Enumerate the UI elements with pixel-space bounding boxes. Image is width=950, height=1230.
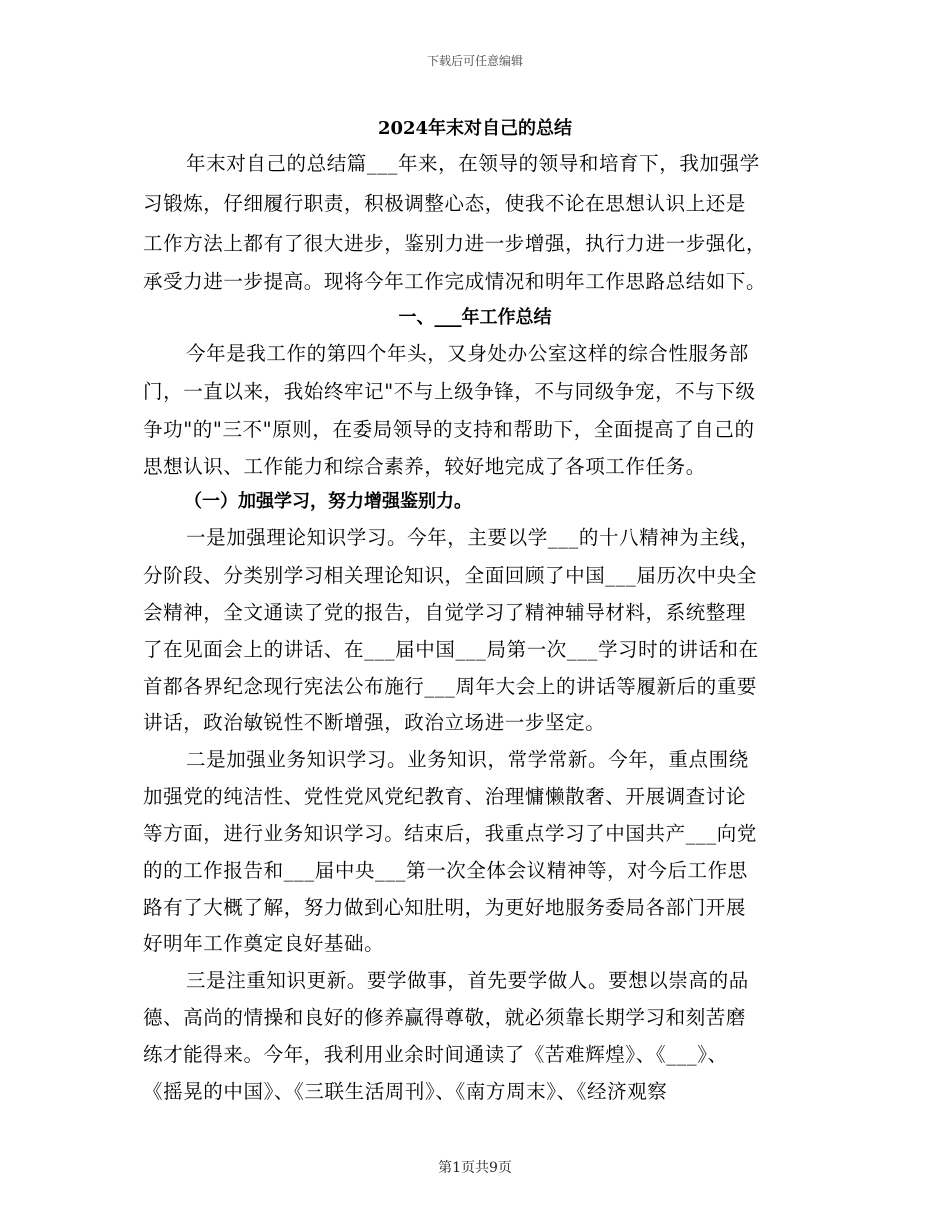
body-line: 的的工作报告和___届中央___第一次全体会议精神等，对今后工作思 xyxy=(143,859,748,882)
body-line: 加强党的纯洁性、党性党风党纪教育、治理慵懒散奢、开展调查讨论 xyxy=(143,785,747,808)
page-footer: 第1页共9页 xyxy=(438,1160,512,1176)
body-line: 三是注重知识更新。要学做事，首先要学做人。要想以崇高的品 xyxy=(186,969,749,992)
body-line: 争功"的"三不"原则，在委局领导的支持和帮助下，全面提高了自己的 xyxy=(143,418,755,441)
intro-line: 年末对自己的总结篇___年来，在领导的领导和培育下，我加强学 xyxy=(186,152,760,175)
body-line: 等方面，进行业务知识学习。结束后，我重点学习了中国共产___向党 xyxy=(143,822,757,845)
subsection-title: （一）加强学习，努力增强鉴别力。 xyxy=(184,491,472,512)
body-line: 练才能得来。今年，我利用业余时间通读了《苦难辉煌》、《___》、 xyxy=(143,1043,728,1066)
body-line: 路有了大概了解，努力做到心知肚明，为更好地服务委局各部门开展 xyxy=(143,896,747,919)
body-line: 首都各界纪念现行宪法公布施行___周年大会上的讲话等履新后的重要 xyxy=(143,675,757,698)
body-line: 一是加强理论知识学习。今年，主要以学___的十八精神为主线， xyxy=(186,526,760,549)
body-line: 讲话，政治敏锐性不断增强，政治立场进一步坚定。 xyxy=(143,711,606,734)
body-line: 好明年工作奠定良好基础。 xyxy=(143,932,385,955)
page-header: 下载后可任意编辑 xyxy=(426,54,523,68)
body-line: 《摇晃的中国》、《三联生活周刊》、《南方周末》、《经济观察 xyxy=(143,1080,668,1103)
body-line: 门，一直以来，我始终牢记"不与上级争锋，不与同级争宠，不与下级 xyxy=(143,380,756,403)
intro-line: 工作方法上都有了很大进步，鉴别力进一步增强，执行力进一步强化， xyxy=(143,232,767,255)
section-title: 一、___年工作总结 xyxy=(398,307,552,328)
body-line: 了在见面会上的讲话、在___届中国___局第一次___学习时的讲话和在 xyxy=(143,638,759,661)
body-line: 二是加强业务知识学习。业务知识，常学常新。今年，重点围绕 xyxy=(186,748,749,771)
body-line: 会精神，全文通读了党的报告，自觉学习了精神辅导材料，系统整理 xyxy=(143,601,747,624)
body-line: 思想认识、工作能力和综合素养，较好地完成了各项工作任务。 xyxy=(143,455,706,478)
intro-line: 承受力进一步提高。现将今年工作完成情况和明年工作思路总结如下。 xyxy=(143,270,767,293)
body-line: 分阶段、分类别学习相关理论知识，全面回顾了中国___届历次中央全 xyxy=(143,564,757,587)
body-line: 德、高尚的情操和良好的修养赢得尊敬，就必须靠长期学习和刻苦磨 xyxy=(143,1006,747,1029)
intro-line: 习锻炼，仔细履行职责，积极调整心态，使我不论在思想认识上还是 xyxy=(143,192,747,215)
document-title: 2024年末对自己的总结 xyxy=(377,118,573,139)
body-line: 今年是我工作的第四个年头，又身处办公室这样的综合性服务部 xyxy=(186,342,749,365)
